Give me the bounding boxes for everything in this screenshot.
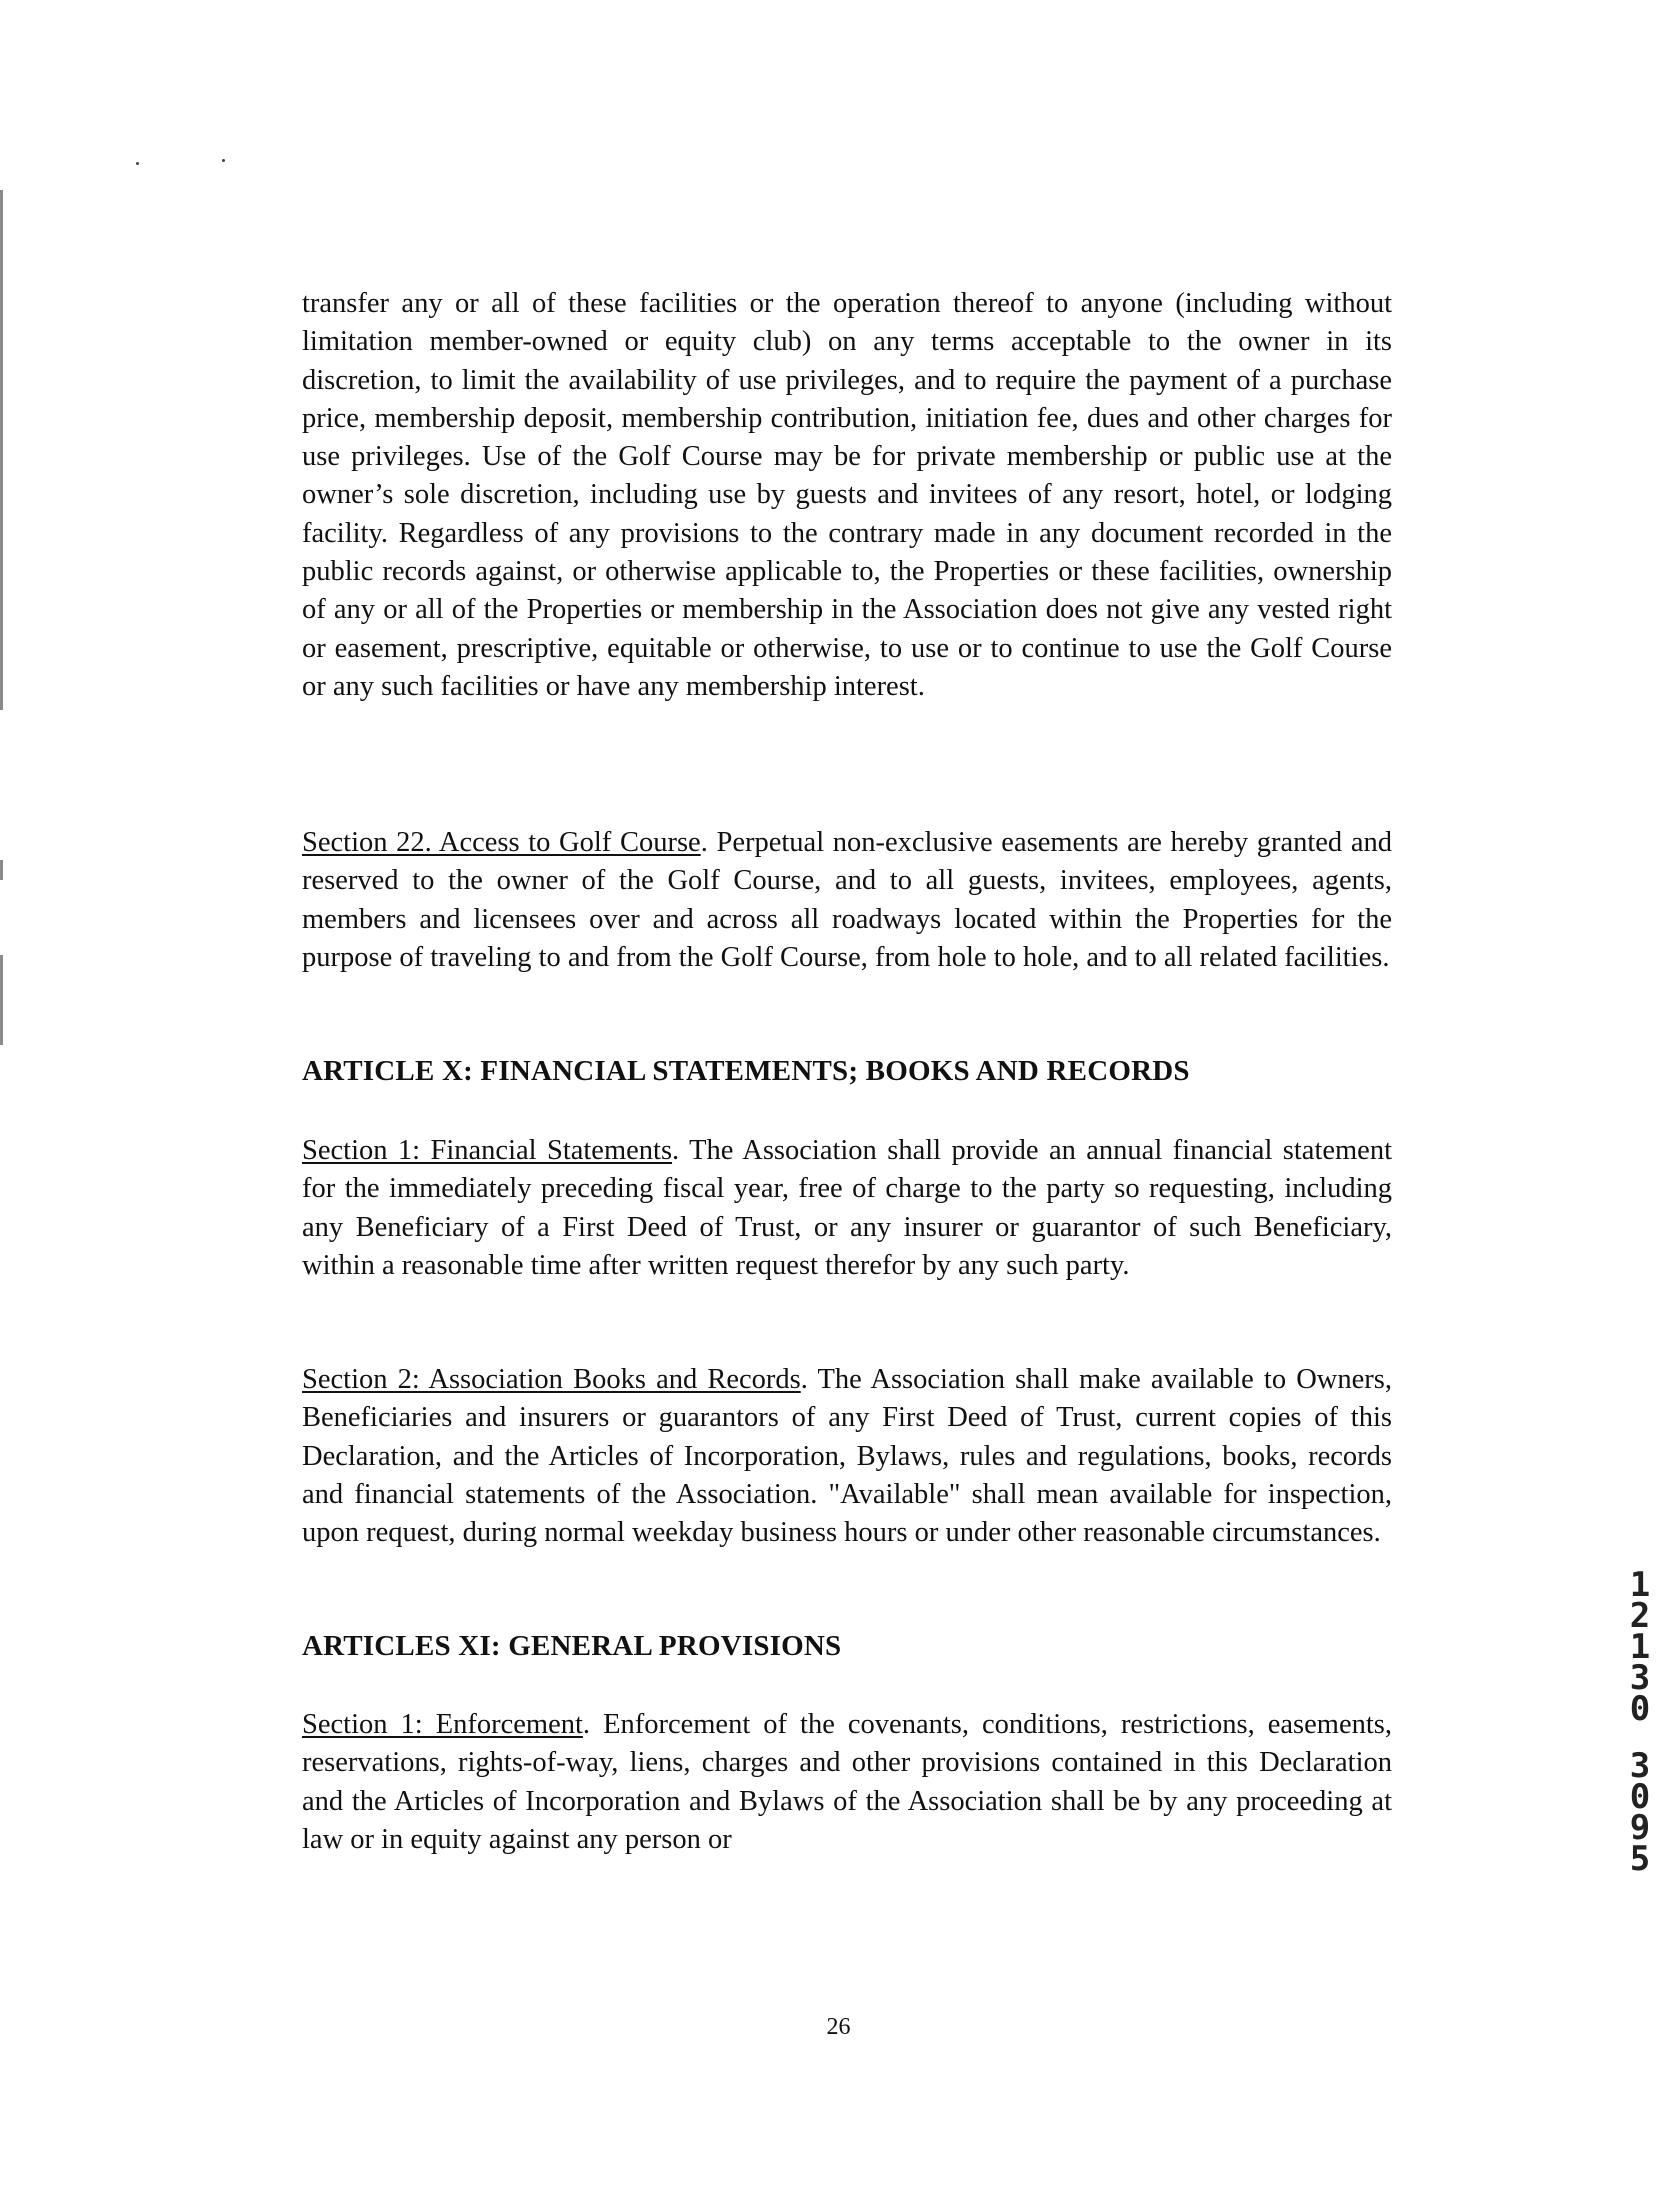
scan-edge-mark [0,955,3,1045]
books-records-label: Section 2: Association Books and Records [302,1364,801,1395]
enforcement-label: Section 1: Enforcement [302,1709,583,1740]
scan-dot [136,162,139,165]
stamp-digit: 3 [1629,1658,1651,1698]
article-xi-section-1-paragraph [302,1706,1392,1859]
article-x-section-1-paragraph [302,1132,1392,1285]
scan-edge-mark [0,190,3,710]
stamp-digit: 2 [1629,1596,1651,1636]
article-x-heading: ARTICLE X: FINANCIAL STATEMENTS; BOOKS AND RECORDS [302,1055,1190,1087]
scan-dot [222,159,225,162]
financial-statements-body: . The Association shall provide an annual financial statement for the immediately preceding fiscal year, free of charge to the party so requesting, including any Beneficiary of a First Deed of Trust, or any insurer or guarantor of such Beneficiary, within a reasonable time after written request therefor by any such party. [302,1135,1392,1281]
stamp-digit: 9 [1629,1808,1651,1848]
stamp-digit: 1 [1629,1565,1651,1605]
stamp-digit: 0 [1629,1777,1651,1817]
section-22-body: . Perpetual non-exclusive easements are hereby granted and reserved to the owner of the Golf Course, and to all guests, invitees, employees, agents, members and licensees over and across all roadways located within the Properties for the purpose of traveling to and from the Golf Course, from hole to hole, and to all related facilities. [302,827,1392,973]
document-number-stamp [1620,1565,1660,1879]
scan-edge-mark [0,860,3,880]
stamp-digit: 0 [1629,1689,1651,1729]
books-records-body: . The Association shall make available to Owners, Beneficiaries and insurers or guarantors of any First Deed of Trust, current copies of this Declaration, and the Articles of Incorporation, Bylaws, rules and regulations, books, records and financial statements of the Association. "Available" shall mean available for inspection, upon request, during normal weekday business hours or under other reasonable circumstances. [302,1364,1392,1549]
article-xi-heading: ARTICLES XI: GENERAL PROVISIONS [302,1630,842,1662]
article-x-section-2-paragraph [302,1361,1392,1552]
stamp-digit: 1 [1629,1627,1651,1667]
section-22-label: Section 22. Access to Golf Course [302,827,701,858]
stamp-digit: 3 [1629,1746,1651,1786]
page-number: 26 [826,2014,851,2040]
enforcement-body: . Enforcement of the covenants, conditions, restrictions, easements, reservations, rights-of-way, liens, charges and other provisions contained in this Declaration and the Articles of Incorporation and Bylaws of the Association shall be by any proceeding at law or in equity against any person or [302,1709,1392,1855]
stamp-digit: 5 [1629,1839,1651,1879]
section-22-paragraph [302,824,1392,977]
financial-statements-label: Section 1: Financial Statements [302,1135,673,1166]
continuation-paragraph: transfer any or all of these facilities or the operation thereof to anyone (including without limitation member-owned or equity club) on any terms acceptable to the owner in its discretion, to limit the availability of use privileges, and to require the payment of a purchase price, membership deposit, membership contribution, initiation fee, dues and other charges for use privileges. Use of the Golf Course may be for private membership or public use at the owner’s sole discretion, including use by guests and invitees of any resort, hotel, or lodging facility. Regardless of any provisions to the contrary made in any document recorded in the public records against, or otherwise applicable to, the Properties or these facilities, ownership of any or all of the Properties or membership in the Association does not give any vested right or easement, prescriptive, equitable or otherwise, to use or to continue to use the Golf Course or any such facilities or have any membership interest. [302,288,1392,702]
